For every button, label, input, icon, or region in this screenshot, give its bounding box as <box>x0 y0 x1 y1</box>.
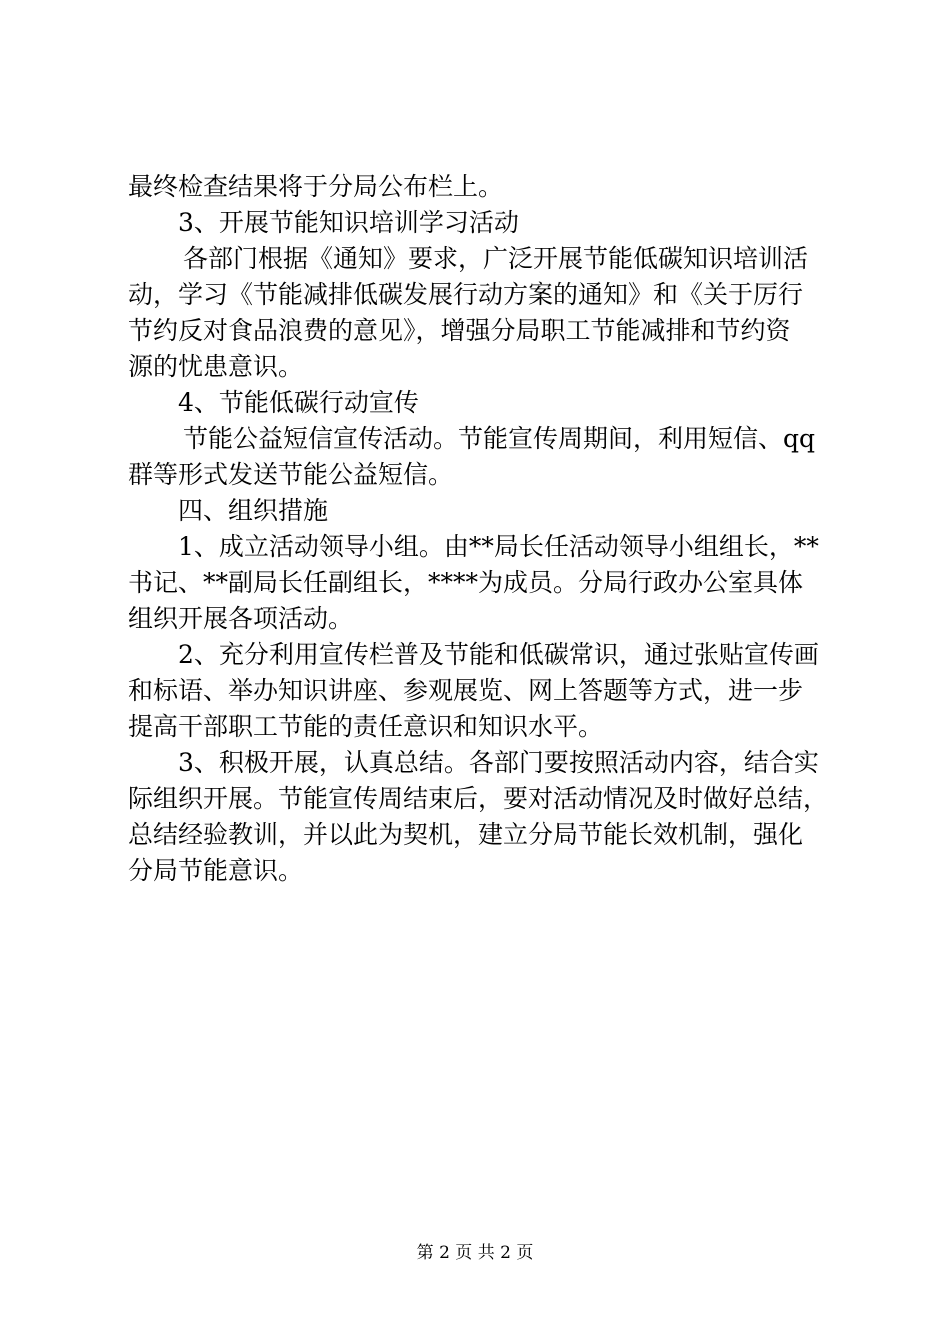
text-line: 组织开展各项活动。 <box>128 604 354 633</box>
text-line: 动，学习《节能减排低碳发展行动方案的通知》和《关于厉行 <box>128 280 804 309</box>
text-line: 总结经验教训，并以此为契机，建立分局节能长效机制，强化 <box>128 820 804 849</box>
section-heading: 3、开展节能知识培训学习活动 <box>178 208 519 237</box>
text-line: 书记、**副局长任副组长，****为成员。分局行政办公室具体 <box>128 568 804 597</box>
text-line: 际组织开展。节能宣传周结束后，要对活动情况及时做好总结， <box>128 784 829 813</box>
text-line: 源的忧患意识。 <box>128 352 304 381</box>
text-line: 3、积极开展，认真总结。各部门要按照活动内容，结合实 <box>178 748 819 777</box>
text-line: 节约反对食品浪费的意见》，增强分局职工节能减排和节约资 <box>128 316 791 345</box>
text-line: 1、成立活动领导小组。由**局长任活动领导小组组长，** <box>178 532 819 561</box>
section-heading: 四、组织措施 <box>178 496 329 525</box>
text-line: 各部门根据《通知》要求，广泛开展节能低碳知识培训活 <box>183 244 809 273</box>
text-line: 和标语、举办知识讲座、参观展览、网上答题等方式，进一步 <box>128 676 804 705</box>
text-line: 提高干部职工节能的责任意识和知识水平。 <box>128 712 604 741</box>
text-line: 最终检查结果将于分局公布栏上。 <box>128 172 504 201</box>
section-heading: 4、节能低碳行动宣传 <box>178 388 419 417</box>
text-line: 2、充分利用宣传栏普及节能和低碳常识，通过张贴宣传画 <box>178 640 819 669</box>
page-number-footer: 第 2 页 共 2 页 <box>416 1243 534 1263</box>
text-line: 节能公益短信宣传活动。节能宣传周期间，利用短信、qq <box>183 424 816 453</box>
text-line: 分局节能意识。 <box>128 856 304 885</box>
text-line: 群等形式发送节能公益短信。 <box>128 460 454 489</box>
